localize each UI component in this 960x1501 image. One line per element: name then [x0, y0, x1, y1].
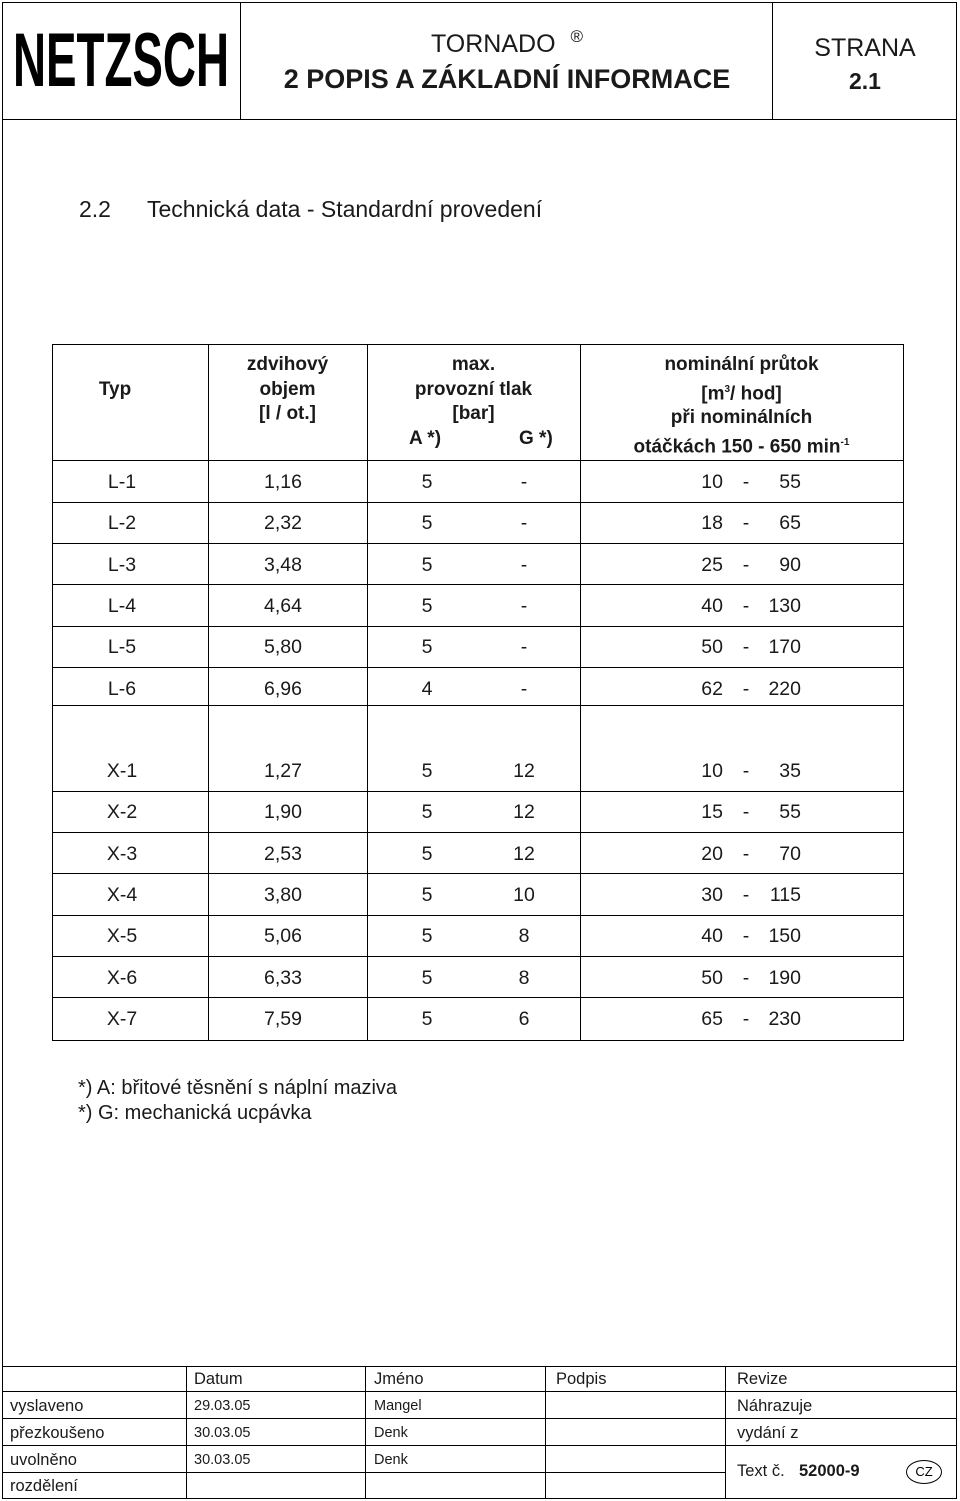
footer-top-rule — [2, 1366, 957, 1367]
cell-volume: 5,06 — [264, 925, 302, 948]
cell-flow-max: 170 — [768, 636, 801, 659]
cell-volume: 2,32 — [264, 512, 302, 535]
table-row — [53, 915, 903, 956]
cell-g: 10 — [513, 883, 535, 906]
footer-divider — [725, 1366, 726, 1499]
footer-row-name: Denk — [374, 1452, 408, 1468]
cell-dash: - — [742, 636, 750, 659]
footer-row-label: přezkoušeno — [10, 1424, 105, 1442]
cell-volume: 1,16 — [264, 471, 302, 493]
netzsch-logo — [10, 14, 232, 104]
cell-volume: 4,64 — [264, 594, 302, 617]
footer-rule — [2, 1418, 957, 1419]
cell-flow-max: 35 — [779, 760, 801, 782]
cell-dash: - — [742, 966, 750, 989]
page-number: 2.1 — [849, 68, 881, 94]
cell-typ: L-6 — [107, 677, 137, 700]
footer-row-date: 30.03.05 — [194, 1452, 251, 1468]
cell-a: 5 — [421, 594, 433, 617]
table-row — [53, 874, 903, 915]
cell-a: 5 — [421, 801, 433, 824]
header-pressure-g: G *) — [519, 427, 553, 449]
cell-typ: X-7 — [106, 1007, 138, 1030]
cell-typ: X-5 — [106, 925, 138, 948]
cell-volume: 6,96 — [264, 677, 302, 700]
cell-flow-max: 90 — [779, 553, 801, 576]
column-divider — [208, 461, 209, 705]
cell-flow-max: 70 — [779, 842, 801, 865]
footnote-g: *) G: mechanická ucpávka — [78, 1102, 312, 1124]
cell-g: - — [520, 594, 528, 617]
cell-dash: - — [742, 471, 750, 493]
cell-a: 4 — [421, 677, 433, 700]
cell-g: - — [520, 636, 528, 659]
footer-row-date: 30.03.05 — [194, 1425, 251, 1441]
cell-flow-max: 190 — [768, 966, 801, 989]
cell-dash: - — [742, 883, 750, 906]
table-row — [53, 750, 903, 791]
cell-flow-max: 220 — [768, 677, 801, 700]
cell-volume: 3,48 — [264, 553, 302, 576]
cell-flow-min: 40 — [701, 594, 723, 617]
footnotes — [78, 1076, 397, 1126]
cell-volume: 5,80 — [264, 636, 302, 659]
header-pressure-a: A *) — [409, 427, 442, 449]
cell-flow-max: 130 — [768, 594, 801, 617]
header-typ: Typ — [98, 379, 132, 400]
cell-dash: - — [742, 760, 750, 782]
column-divider — [580, 461, 581, 705]
header-pressure-line: [bar] — [452, 403, 495, 424]
cell-flow-min: 10 — [701, 760, 723, 782]
cell-g: 12 — [513, 842, 535, 865]
cell-flow-min: 10 — [701, 471, 723, 493]
cell-flow-max: 65 — [779, 512, 801, 535]
cell-dash: - — [742, 925, 750, 948]
cell-flow-min: 50 — [701, 966, 723, 989]
cell-a: 5 — [421, 925, 433, 948]
cell-typ: L-2 — [107, 512, 137, 535]
table-row — [53, 461, 903, 502]
table-row — [53, 791, 903, 832]
chapter-title: 2 POPIS A ZÁKLADNÍ INFORMACE — [283, 64, 731, 94]
cell-volume: 1,27 — [264, 760, 302, 782]
cell-a: 5 — [421, 1007, 433, 1030]
cell-a: 5 — [421, 471, 433, 493]
table-row — [53, 502, 903, 543]
cell-typ: L-5 — [107, 636, 137, 659]
page-label: STRANA — [814, 34, 916, 62]
cell-dash: - — [742, 677, 750, 700]
cell-a: 5 — [421, 966, 433, 989]
footer-text-label: Text č. — [737, 1462, 785, 1480]
footer-row-date: 29.03.05 — [194, 1398, 251, 1414]
cell-typ: X-3 — [106, 842, 138, 865]
cell-dash: - — [742, 842, 750, 865]
cell-g: - — [520, 471, 528, 493]
header-flow-line: při nominálních — [670, 407, 813, 429]
cell-dash: - — [742, 594, 750, 617]
footer-divider — [365, 1366, 366, 1499]
cell-flow-max: 150 — [768, 925, 801, 948]
cell-typ: X-2 — [106, 801, 138, 824]
table-row — [53, 544, 903, 585]
header-flow-line: nominální průtok — [664, 354, 819, 375]
cell-g: 8 — [518, 966, 530, 989]
footer-divider — [545, 1366, 546, 1499]
footnote-a: *) A: břitové těsnění s náplní maziva — [78, 1077, 398, 1099]
cell-volume: 1,90 — [264, 801, 302, 824]
cell-g: - — [520, 677, 528, 700]
footer-row-name: Mangel — [374, 1398, 422, 1414]
header-volume — [208, 353, 367, 427]
header-pressure — [367, 353, 580, 451]
column-divider — [580, 705, 581, 1040]
header-pressure-line: max. — [451, 354, 496, 375]
footer-rule — [2, 1391, 957, 1392]
table-row — [53, 998, 903, 1039]
header-pressure-line: provozní tlak — [414, 378, 533, 400]
cell-flow-min: 20 — [701, 842, 723, 865]
product-name — [242, 27, 772, 59]
cell-typ: L-1 — [107, 471, 137, 493]
footer-col-name: Jméno — [374, 1370, 424, 1388]
header-flow — [580, 353, 903, 460]
cell-g: - — [520, 553, 528, 576]
header-divider — [772, 2, 773, 119]
cell-dash: - — [742, 801, 750, 824]
footer-col-signature: Podpis — [556, 1370, 607, 1388]
header-divider — [2, 119, 957, 120]
trademark-icon: ® — [570, 27, 584, 46]
cell-g: 6 — [518, 1007, 530, 1030]
technical-data-table — [52, 344, 904, 1041]
cell-flow-max: 55 — [779, 801, 801, 824]
footer-text-number: 52000-9 — [799, 1462, 860, 1480]
cell-a: 5 — [421, 883, 433, 906]
table-row — [53, 626, 903, 667]
footer-row-label: vyslaveno — [10, 1397, 84, 1415]
cell-typ: L-4 — [107, 594, 137, 617]
header-volume-line: objem — [259, 378, 316, 400]
header-divider — [240, 2, 241, 119]
cell-flow-min: 40 — [701, 925, 723, 948]
cell-flow-min: 18 — [701, 512, 723, 535]
cell-g: - — [520, 512, 528, 535]
column-divider — [367, 461, 368, 705]
product-label: TORNADO — [430, 30, 556, 58]
footer-col-date: Datum — [194, 1370, 243, 1388]
cell-typ: X-4 — [106, 883, 138, 906]
cell-flow-min: 30 — [701, 883, 723, 906]
header-flow-speed: otáčkách 150 - 650 $\min^{-1}$ — [633, 436, 850, 458]
cell-flow-max: 55 — [779, 471, 801, 493]
cell-g: 8 — [518, 925, 530, 948]
cell-flow-min: 62 — [701, 677, 723, 700]
cell-volume: 6,33 — [264, 966, 302, 989]
cell-flow-min: 50 — [701, 636, 723, 659]
footer-row-label: uvolněno — [10, 1451, 77, 1469]
table-row — [53, 668, 903, 709]
column-divider — [367, 705, 368, 1040]
section-title — [79, 196, 542, 223]
cell-volume: 7,59 — [264, 1007, 302, 1030]
cell-typ: X-6 — [106, 966, 138, 989]
footer-replaces: Náhrazuje — [737, 1397, 813, 1415]
cell-typ: L-3 — [107, 553, 137, 576]
header-volume-line: [l / ot.] — [259, 403, 316, 424]
cell-a: 5 — [421, 842, 433, 865]
cell-flow-min: 25 — [701, 553, 723, 576]
table-row — [53, 585, 903, 626]
footer-edition: vydání z — [737, 1424, 799, 1442]
cell-dash: - — [742, 1007, 750, 1030]
footer-rule — [2, 1445, 957, 1446]
cell-a: 5 — [421, 636, 433, 659]
language-badge: CZ — [906, 1460, 942, 1484]
footer-divider — [186, 1366, 187, 1499]
table-row — [53, 833, 903, 874]
cell-volume: 2,53 — [264, 842, 302, 865]
footer-row-name: Denk — [374, 1425, 408, 1441]
cell-g: 12 — [513, 760, 535, 782]
logo-text: NETZSCH — [13, 18, 229, 103]
cell-flow-min: 15 — [701, 801, 723, 824]
footer-row-label: rozdělení — [10, 1477, 78, 1495]
section-title-text: Technická data - Standardní provedení — [147, 196, 543, 222]
cell-a: 5 — [421, 512, 433, 535]
footer-col-revision: Revize — [737, 1370, 788, 1388]
cell-typ: X-1 — [106, 760, 138, 782]
cell-dash: - — [742, 512, 750, 535]
cell-a: 5 — [421, 553, 433, 576]
header-volume-line: zdvihový — [246, 354, 329, 375]
footer-rule — [2, 1472, 725, 1473]
cell-flow-min: 65 — [701, 1007, 723, 1030]
cell-a: 5 — [421, 760, 433, 782]
column-divider — [208, 705, 209, 1040]
cell-flow-max: 230 — [768, 1007, 801, 1030]
cell-g: 12 — [513, 801, 535, 824]
cell-volume: 3,80 — [264, 883, 302, 906]
cell-flow-max: 115 — [769, 883, 801, 906]
table-row — [53, 957, 903, 998]
section-number: 2.2 — [79, 196, 111, 222]
header-flow-unit: [$m^3/$ hod] — [701, 382, 782, 404]
cell-dash: - — [742, 553, 750, 576]
